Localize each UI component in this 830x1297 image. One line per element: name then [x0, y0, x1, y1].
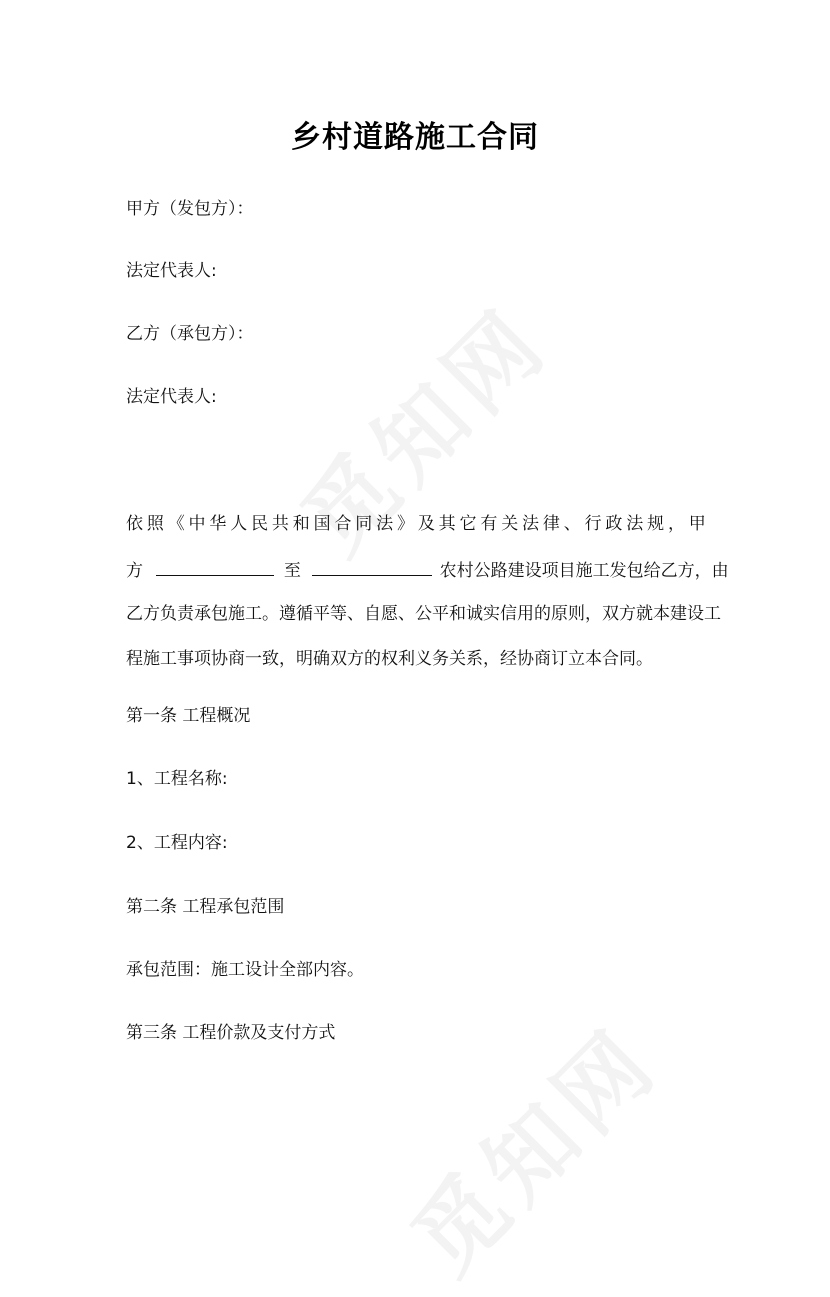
blank-field-start[interactable]	[156, 557, 274, 576]
contract-scope: 承包范围：施工设计全部内容。	[126, 960, 364, 980]
article-3-heading: 第三条 工程价款及支付方式	[126, 1023, 336, 1043]
intro-char: 它	[459, 514, 477, 534]
intro-char: 规	[647, 514, 665, 534]
intro-char: 合	[334, 514, 352, 534]
intro-row-1	[126, 512, 706, 536]
intro-row-4: 程施工事项协商一致，明确双方的权利义务关系，经协商订立本合同。	[126, 649, 653, 669]
intro-char: 依	[126, 514, 143, 534]
intro-row-2	[126, 557, 729, 581]
intro-text: 至	[283, 561, 301, 581]
intro-char: 、	[563, 514, 581, 534]
intro-char: 》	[396, 514, 414, 534]
intro-paragraph	[126, 512, 729, 692]
intro-char: 同	[355, 514, 373, 534]
intro-char: 中	[188, 514, 206, 534]
intro-char: 行	[584, 514, 602, 534]
intro-char: 其	[438, 514, 456, 534]
document-title: 乡村道路施工合同	[291, 120, 539, 155]
intro-char: 共	[271, 514, 289, 534]
intro-row-3: 乙方负责承包施工。遵循平等、自愿、公平和诚实信用的原则，双方就本建设工	[126, 604, 721, 624]
intro-char: 民	[251, 514, 269, 534]
party-a-line: 甲方（发包方）：	[126, 199, 254, 219]
intro-char: ，	[667, 514, 685, 534]
party-b-representative: 法定代表人:	[126, 387, 217, 407]
intro-char: 国	[313, 514, 331, 534]
intro-char: 照	[146, 514, 164, 534]
intro-char: 法	[626, 514, 644, 534]
intro-char: 政	[605, 514, 623, 534]
intro-char: 关	[501, 514, 519, 534]
watermark	[378, 993, 682, 1297]
intro-char: 有	[480, 514, 498, 534]
article-2-heading: 第二条 工程承包范围	[126, 897, 285, 917]
intro-char: 律	[542, 514, 560, 534]
intro-char: 和	[292, 514, 310, 534]
project-name-item: 1、工程名称:	[126, 769, 228, 789]
party-a-representative: 法定代表人:	[126, 261, 217, 281]
blank-field-end[interactable]	[312, 557, 432, 576]
intro-char: 及	[417, 514, 435, 534]
intro-char: 法	[376, 514, 394, 534]
intro-char: 华	[209, 514, 227, 534]
intro-text: 农村公路建设项目施工发包给乙方，由	[439, 561, 729, 581]
intro-text: 方	[126, 561, 143, 581]
intro-char: 《	[167, 514, 185, 534]
intro-char: 法	[522, 514, 540, 534]
intro-char: 人	[230, 514, 248, 534]
intro-char: 甲	[688, 514, 706, 534]
project-content-item: 2、工程内容:	[126, 833, 228, 853]
party-b-line: 乙方（承包方）：	[126, 324, 254, 344]
article-1-heading: 第一条 工程概况	[126, 706, 251, 726]
